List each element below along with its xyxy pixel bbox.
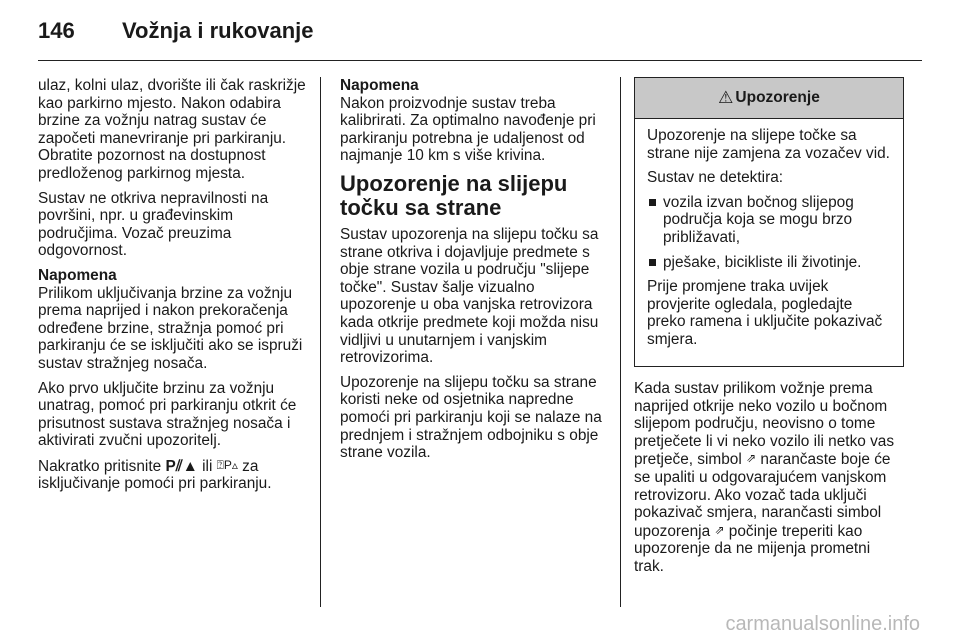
text-fragment: za isključivanje pomoći pri parkiranju. — [38, 457, 272, 493]
paragraph: Upozorenje na slijepu točku sa strane koristi neke od osjetnika napredne pomoći pri parkiranju koji se nalaze na prednjem i stražnjem odbojniku s obje strane vozila. — [340, 373, 602, 462]
list-item-text: vozila izvan bočnog slijepog područja koja se mogu brzo približavati, — [663, 193, 854, 246]
note — [340, 77, 610, 165]
paragraph: ulaz, kolni ulaz, dvorište ili čak raskrižje kao parkirno mjesto. Nakon odabira brzine za vožnju natrag sustav će započeti manevriranje pri parkiranju. Obratite pozornost na dostupnost predloženog parkirnog mjesta. — [38, 77, 306, 182]
blind-spot-icon: ⇗ — [746, 451, 757, 466]
list-item — [647, 254, 891, 272]
header-rule — [38, 60, 922, 61]
note-text: Nakon proizvodnje sustav treba kalibrirati. Za optimalno navođenje pri parkiranju potrebna je udaljenost od najmanje 10 km s više krivina. — [340, 94, 596, 165]
paragraph: Prije promjene traka uvijek provjerite ogledala, pogledajte preko ramena i uključite pokazivač smjera. — [647, 278, 883, 348]
section-title: Vožnja i rukovanje — [122, 18, 314, 43]
warning-body — [635, 119, 903, 349]
page-header — [38, 18, 314, 48]
paragraph: Ako prvo uključite brzinu za vožnju unatrag, pomoć pri parkiranju otkrit će prisutnost sustava stražnjeg nosača i aktivirati zvučni upozoritelj. — [38, 379, 297, 450]
paragraph — [634, 380, 904, 576]
list-item — [647, 194, 891, 247]
watermark: carmanualsonline.info — [725, 613, 920, 635]
warning-title: Upozorenje — [735, 89, 820, 106]
paragraph: Sustav ne detektira: — [647, 169, 784, 187]
warning-triangle-icon: ⚠ — [718, 88, 734, 107]
note-text: Prilikom uključivanja brzine za vožnju prema naprijed i nakon prekoračenja određene brzine, stražnja pomoć pri parkiranju će se isključiti ako se ispruži sustav stražnjeg nosača. — [38, 284, 303, 372]
column-middle — [340, 77, 610, 469]
column-divider — [320, 77, 321, 607]
column-divider — [620, 77, 621, 607]
bullet-square-icon — [649, 259, 656, 266]
paragraph: Sustav ne otkriva nepravilnosti na površini, npr. u građevinskim područjima. Vozač preuzima odgovornost. — [38, 189, 269, 260]
paragraph — [38, 457, 308, 493]
column-left — [38, 77, 308, 500]
paragraph: Sustav upozorenja na slijepu točku sa strane otkriva i dojavljuje predmete s obje strane vozila u području "slijepe točke". Sustav šalje vizualno upozorenje u oba vanjska retrovizora kada otkrije predmete koji možda nisu vidljivi u unutarnjem i vanjskim retrovizorima. — [340, 225, 599, 367]
text-fragment: narančaste boje će se upaliti u odgovarajućem vanjskom retrovizoru. Ako vozač tada uključi pokazivač smjera, narančasti simbol upozorenja — [634, 451, 891, 540]
paragraph: Upozorenje na slijepe točke sa strane nije zamjena za vozačev vid. — [647, 127, 890, 162]
text-fragment: ili — [202, 457, 213, 475]
text-fragment: Kada sustav prilikom vožnje prema naprijed otkrije neko vozilo u bočnom slijepom području, neovisno o tome pretječete li vi neko vozilo ili netko vas pretječe, simbol — [634, 380, 895, 469]
page-number: 146 — [38, 18, 75, 43]
note — [38, 267, 308, 373]
warning-box — [634, 77, 904, 367]
blind-spot-icon: ⇗ — [714, 522, 725, 537]
note-heading: Napomena — [38, 266, 117, 284]
list-item-text: pješake, biciklistе ili životinje. — [663, 253, 862, 271]
bullet-list — [647, 194, 891, 271]
park-assist-button-icon: P⫽▲ — [165, 457, 198, 475]
column-right — [634, 380, 904, 583]
subsection-heading: Upozorenje na slijepu točku sa strane — [340, 170, 568, 220]
text-fragment: počinje treperiti kao upozorenje da ne mijenja prometni trak. — [634, 522, 871, 575]
park-assist-off-icon: ⍰P▵ — [216, 457, 238, 472]
text-fragment: Nakratko pritisnite — [38, 457, 162, 475]
warning-title-bar — [635, 78, 903, 119]
note-heading: Napomena — [340, 77, 419, 94]
bullet-square-icon — [649, 199, 656, 206]
